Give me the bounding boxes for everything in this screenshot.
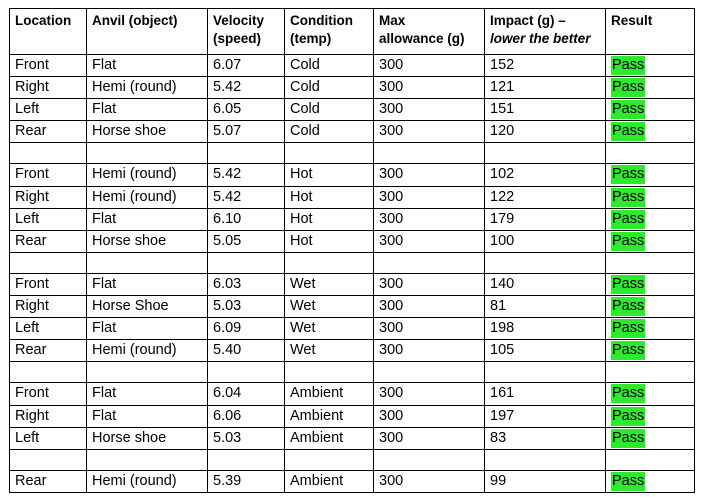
table-row: [10, 273, 695, 295]
cell-result: [606, 340, 695, 362]
table-row: [10, 405, 695, 427]
pass-badge: Pass: [612, 429, 645, 446]
cell-condition: Cold: [285, 121, 374, 143]
header-location: Location: [10, 9, 87, 55]
blank-cell: [606, 252, 695, 273]
cell-location: Right: [10, 405, 87, 427]
cell-max-allowance: 300: [374, 208, 485, 230]
table-row: [10, 296, 695, 318]
cell-velocity: 6.07: [208, 55, 285, 77]
cell-location: Right: [10, 77, 87, 99]
blank-cell: [208, 449, 285, 470]
blank-cell: [285, 143, 374, 164]
cell-impact: 140: [485, 273, 606, 295]
cell-result: [606, 99, 695, 121]
cell-location: Front: [10, 273, 87, 295]
cell-max-allowance: 300: [374, 383, 485, 405]
blank-cell: [374, 252, 485, 273]
cell-max-allowance: 300: [374, 470, 485, 492]
cell-location: Left: [10, 208, 87, 230]
cell-velocity: 5.03: [208, 427, 285, 449]
blank-cell: [87, 362, 208, 383]
cell-location: Front: [10, 383, 87, 405]
cell-location: Front: [10, 164, 87, 186]
cell-velocity: 5.40: [208, 340, 285, 362]
cell-velocity: 6.05: [208, 99, 285, 121]
table-row: [10, 383, 695, 405]
cell-anvil: Horse shoe: [87, 230, 208, 252]
cell-max-allowance: 300: [374, 340, 485, 362]
cell-condition: Cold: [285, 55, 374, 77]
pass-badge: Pass: [612, 275, 645, 292]
cell-max-allowance: 300: [374, 99, 485, 121]
cell-velocity: 5.42: [208, 186, 285, 208]
pass-badge: Pass: [612, 298, 645, 315]
table-row: [10, 208, 695, 230]
cell-impact: 151: [485, 99, 606, 121]
cell-anvil: Flat: [87, 55, 208, 77]
cell-velocity: 5.03: [208, 296, 285, 318]
cell-location: Right: [10, 186, 87, 208]
pass-badge: Pass: [612, 385, 645, 402]
cell-max-allowance: 300: [374, 427, 485, 449]
cell-impact: 161: [485, 383, 606, 405]
cell-anvil: Hemi (round): [87, 340, 208, 362]
cell-velocity: 6.06: [208, 405, 285, 427]
cell-location: Rear: [10, 340, 87, 362]
table-row: [10, 77, 695, 99]
pass-badge: Pass: [612, 166, 645, 183]
results-table: [9, 8, 695, 493]
table-row: [10, 318, 695, 340]
cell-result: [606, 296, 695, 318]
cell-anvil: Flat: [87, 99, 208, 121]
table-row: [10, 164, 695, 186]
cell-result: [606, 318, 695, 340]
cell-impact: 120: [485, 121, 606, 143]
cell-result: [606, 55, 695, 77]
blank-cell: [485, 449, 606, 470]
pass-badge: Pass: [612, 57, 645, 73]
blank-cell: [606, 449, 695, 470]
cell-impact: 197: [485, 405, 606, 427]
blank-cell: [485, 143, 606, 164]
blank-cell: [374, 449, 485, 470]
blank-cell: [606, 143, 695, 164]
cell-impact: 100: [485, 230, 606, 252]
cell-max-allowance: 300: [374, 55, 485, 77]
cell-impact: 152: [485, 55, 606, 77]
group-spacer-row: [10, 143, 695, 164]
cell-location: Left: [10, 99, 87, 121]
header-row: [10, 9, 695, 55]
blank-cell: [10, 143, 87, 164]
blank-cell: [485, 252, 606, 273]
blank-cell: [10, 252, 87, 273]
cell-condition: Wet: [285, 296, 374, 318]
header-result: Result: [606, 9, 695, 55]
pass-badge: Pass: [612, 188, 645, 205]
table-body: [10, 55, 695, 493]
pass-badge: Pass: [612, 320, 645, 337]
cell-result: [606, 77, 695, 99]
cell-condition: Ambient: [285, 383, 374, 405]
cell-anvil: Horse shoe: [87, 427, 208, 449]
pass-badge: Pass: [612, 342, 645, 359]
cell-max-allowance: 300: [374, 405, 485, 427]
pass-badge: Pass: [612, 210, 645, 227]
cell-max-allowance: 300: [374, 318, 485, 340]
cell-impact: 99: [485, 470, 606, 492]
blank-cell: [87, 252, 208, 273]
cell-max-allowance: 300: [374, 77, 485, 99]
table-row: [10, 99, 695, 121]
blank-cell: [208, 362, 285, 383]
cell-anvil: Hemi (round): [87, 186, 208, 208]
cell-location: Right: [10, 296, 87, 318]
cell-result: [606, 230, 695, 252]
table-row: [10, 186, 695, 208]
blank-cell: [285, 252, 374, 273]
cell-velocity: 5.42: [208, 77, 285, 99]
cell-velocity: 6.03: [208, 273, 285, 295]
cell-anvil: Horse shoe: [87, 121, 208, 143]
pass-badge: Pass: [612, 407, 645, 424]
pass-badge: Pass: [612, 79, 645, 96]
cell-condition: Wet: [285, 318, 374, 340]
cell-impact: 102: [485, 164, 606, 186]
cell-result: [606, 470, 695, 492]
blank-cell: [285, 362, 374, 383]
cell-max-allowance: 300: [374, 273, 485, 295]
pass-badge: Pass: [612, 101, 645, 118]
cell-location: Rear: [10, 470, 87, 492]
blank-cell: [208, 143, 285, 164]
header-anvil: Anvil (object): [87, 9, 208, 55]
cell-condition: Ambient: [285, 470, 374, 492]
cell-condition: Wet: [285, 340, 374, 362]
blank-cell: [606, 362, 695, 383]
blank-cell: [87, 143, 208, 164]
cell-location: Rear: [10, 121, 87, 143]
table-row: [10, 427, 695, 449]
cell-velocity: 5.42: [208, 164, 285, 186]
cell-max-allowance: 300: [374, 164, 485, 186]
cell-impact: 105: [485, 340, 606, 362]
cell-location: Front: [10, 55, 87, 77]
blank-cell: [10, 449, 87, 470]
group-spacer-row: [10, 362, 695, 383]
group-spacer-row: [10, 449, 695, 470]
cell-impact: 83: [485, 427, 606, 449]
cell-impact: 81: [485, 296, 606, 318]
cell-condition: Cold: [285, 77, 374, 99]
header-velocity: Velocity (speed): [208, 9, 285, 55]
cell-velocity: 6.04: [208, 383, 285, 405]
cell-location: Left: [10, 427, 87, 449]
cell-velocity: 5.07: [208, 121, 285, 143]
header-max-allowance: Max allowance (g): [374, 9, 485, 55]
cell-velocity: 6.09: [208, 318, 285, 340]
cell-result: [606, 383, 695, 405]
blank-cell: [10, 362, 87, 383]
cell-max-allowance: 300: [374, 296, 485, 318]
cell-anvil: Hemi (round): [87, 470, 208, 492]
cell-max-allowance: 300: [374, 230, 485, 252]
cell-condition: Hot: [285, 230, 374, 252]
cell-impact: 121: [485, 77, 606, 99]
blank-cell: [285, 449, 374, 470]
cell-max-allowance: 300: [374, 121, 485, 143]
table-row: [10, 55, 695, 77]
blank-cell: [374, 143, 485, 164]
blank-cell: [87, 449, 208, 470]
cell-anvil: Hemi (round): [87, 164, 208, 186]
cell-location: Rear: [10, 230, 87, 252]
cell-velocity: 5.39: [208, 470, 285, 492]
cell-condition: Hot: [285, 186, 374, 208]
cell-result: [606, 208, 695, 230]
table-row: [10, 470, 695, 492]
header-impact: Impact (g) – lower the better: [485, 9, 606, 55]
cell-result: [606, 405, 695, 427]
cell-anvil: Flat: [87, 405, 208, 427]
cell-anvil: Hemi (round): [87, 77, 208, 99]
cell-location: Left: [10, 318, 87, 340]
pass-badge: Pass: [612, 472, 645, 489]
cell-anvil: Flat: [87, 318, 208, 340]
header-condition: Condition (temp): [285, 9, 374, 55]
cell-anvil: Horse Shoe: [87, 296, 208, 318]
cell-result: [606, 121, 695, 143]
group-spacer-row: [10, 252, 695, 273]
cell-result: [606, 427, 695, 449]
cell-max-allowance: 300: [374, 186, 485, 208]
pass-badge: Pass: [612, 123, 645, 140]
cell-condition: Cold: [285, 99, 374, 121]
cell-condition: Ambient: [285, 427, 374, 449]
cell-condition: Hot: [285, 208, 374, 230]
table-row: [10, 230, 695, 252]
cell-anvil: Flat: [87, 273, 208, 295]
cell-anvil: Flat: [87, 208, 208, 230]
blank-cell: [374, 362, 485, 383]
cell-result: [606, 273, 695, 295]
cell-condition: Ambient: [285, 405, 374, 427]
cell-condition: Hot: [285, 164, 374, 186]
cell-velocity: 5.05: [208, 230, 285, 252]
cell-impact: 122: [485, 186, 606, 208]
cell-velocity: 6.10: [208, 208, 285, 230]
cell-impact: 198: [485, 318, 606, 340]
cell-impact: 179: [485, 208, 606, 230]
table-header: [10, 9, 695, 55]
pass-badge: Pass: [612, 232, 645, 249]
cell-condition: Wet: [285, 273, 374, 295]
blank-cell: [208, 252, 285, 273]
table-row: [10, 121, 695, 143]
blank-cell: [485, 362, 606, 383]
cell-result: [606, 186, 695, 208]
table-row: [10, 340, 695, 362]
cell-anvil: Flat: [87, 383, 208, 405]
cell-result: [606, 164, 695, 186]
